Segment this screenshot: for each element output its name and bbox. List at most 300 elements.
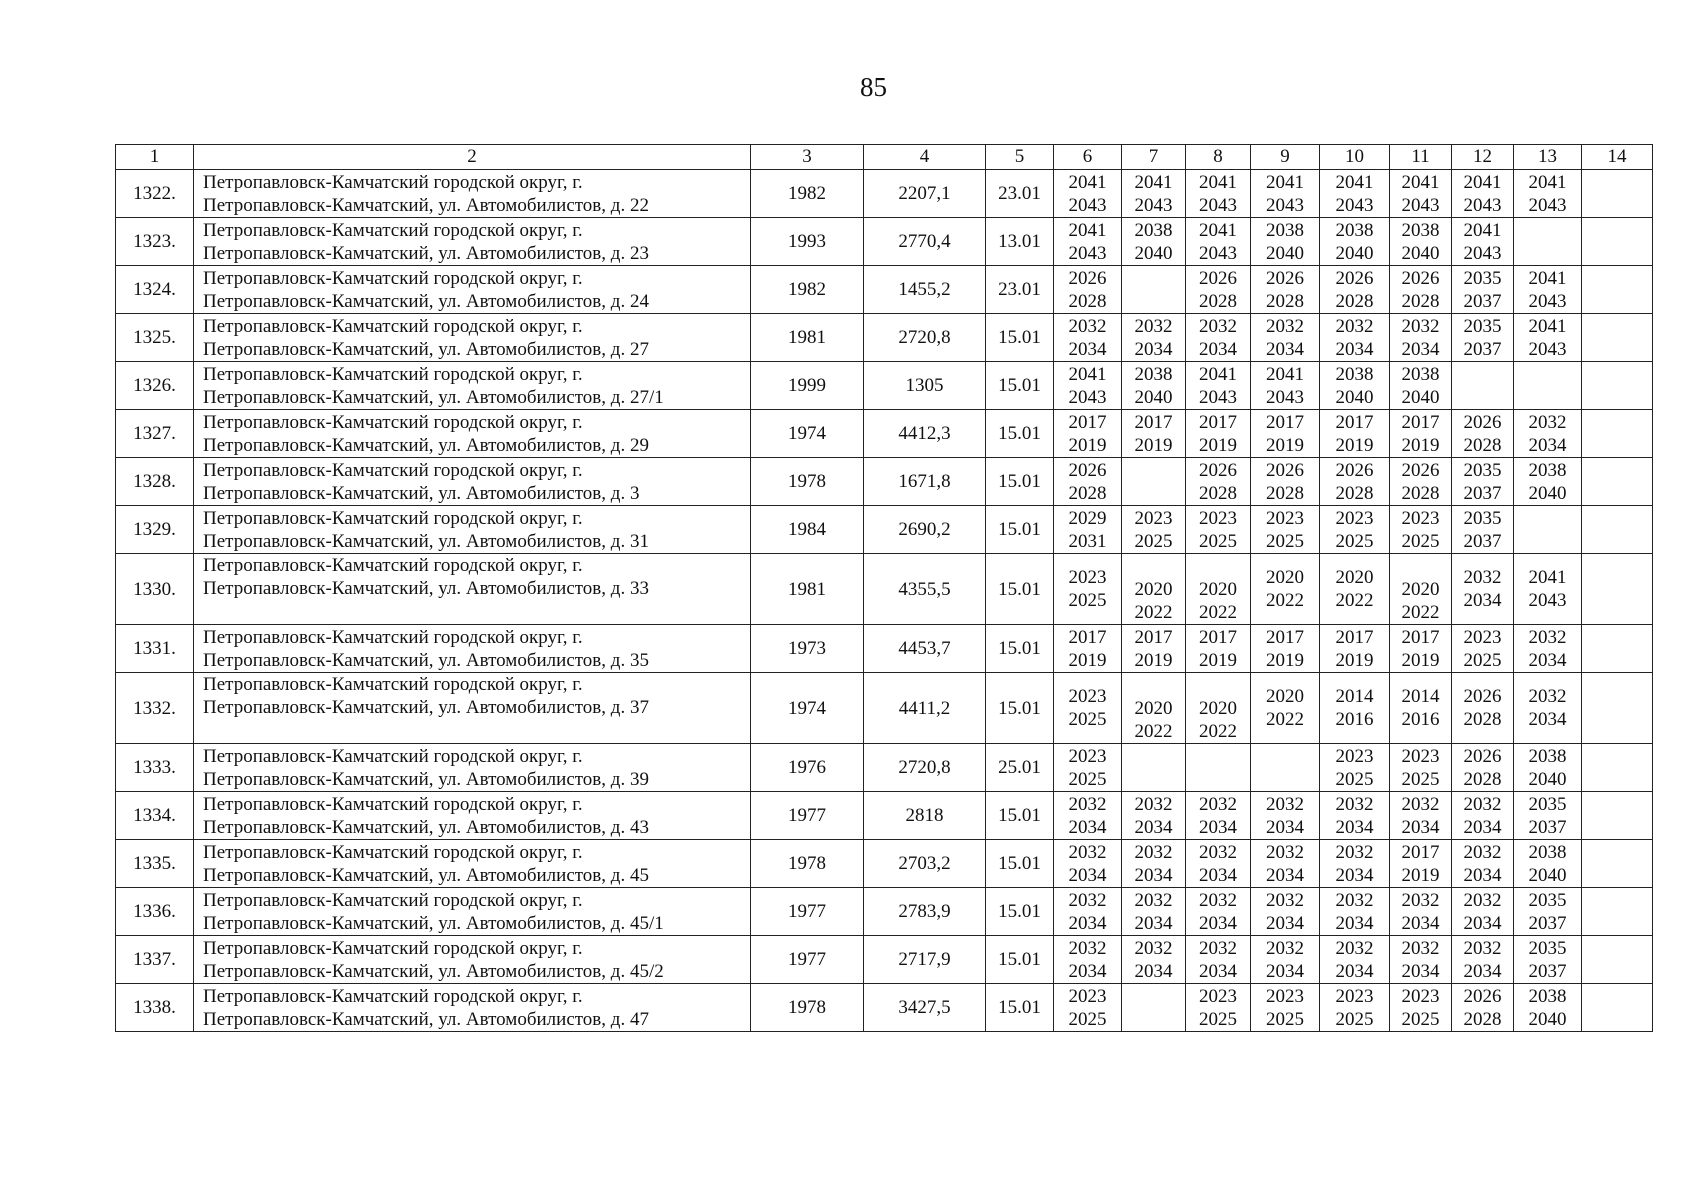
row-number: 1326. bbox=[116, 362, 194, 410]
total-area: 1455,2 bbox=[864, 266, 986, 314]
column-number-11: 11 bbox=[1390, 145, 1452, 170]
total-area: 2717,9 bbox=[864, 936, 986, 984]
period-cell bbox=[1251, 936, 1320, 984]
period-cell bbox=[1122, 792, 1186, 840]
period-cell bbox=[1054, 506, 1122, 554]
period-cell bbox=[1514, 458, 1582, 506]
period-start-year: 2041 bbox=[1199, 219, 1237, 241]
period-cell bbox=[1251, 792, 1320, 840]
address-line-1: Петропавловск-Камчатский городской округ, г. bbox=[203, 793, 583, 815]
period-end-year: 2043 bbox=[1266, 194, 1304, 216]
period-start-year: 2023 bbox=[1068, 567, 1107, 588]
period-end-year: 2040 bbox=[1401, 386, 1440, 408]
period-cell bbox=[1251, 625, 1320, 673]
period-start-year: 2035 bbox=[1463, 267, 1502, 289]
period-cell bbox=[1186, 936, 1251, 984]
period-end-year: 2025 bbox=[1463, 649, 1502, 671]
period-cell bbox=[1514, 218, 1582, 266]
period-cell bbox=[1186, 266, 1251, 314]
period-start-year: 2032 bbox=[1528, 626, 1567, 648]
period-cell bbox=[1054, 410, 1122, 458]
period-cell bbox=[1514, 266, 1582, 314]
period-end-year: 2025 bbox=[1199, 530, 1237, 552]
period-end-year: 2037 bbox=[1528, 912, 1567, 934]
period-end-year: 2034 bbox=[1199, 960, 1237, 982]
address-line-2: Петропавловск-Камчатский, ул. Автомобилистов, д. 27/1 bbox=[203, 386, 664, 408]
period-start-year: 2017 bbox=[1401, 841, 1440, 863]
address-cell bbox=[194, 218, 751, 266]
period-start-year: 2032 bbox=[1068, 315, 1107, 337]
period-cell bbox=[1054, 458, 1122, 506]
period-end-year: 2040 bbox=[1335, 242, 1374, 264]
build-year: 1981 bbox=[751, 554, 864, 625]
period-start-year: 2032 bbox=[1335, 889, 1374, 911]
period-start-year: 2032 bbox=[1134, 841, 1173, 863]
address-line-2: Петропавловск-Камчатский, ул. Автомобилистов, д. 35 bbox=[203, 649, 649, 671]
period-start-year: 2020 bbox=[1335, 567, 1374, 588]
period-end-year: 2040 bbox=[1528, 864, 1567, 886]
period-cell bbox=[1186, 170, 1251, 218]
period-end-year: 2034 bbox=[1199, 912, 1237, 934]
period-cell bbox=[1452, 410, 1514, 458]
period-start-year: 2032 bbox=[1401, 937, 1440, 959]
period-cell bbox=[1320, 554, 1390, 625]
period-cell bbox=[1320, 410, 1390, 458]
build-year: 1984 bbox=[751, 506, 864, 554]
period-start-year: 2017 bbox=[1266, 626, 1304, 648]
total-area: 2770,4 bbox=[864, 218, 986, 266]
period-end-year: 2025 bbox=[1401, 768, 1440, 790]
row-number: 1324. bbox=[116, 266, 194, 314]
column-number-9: 9 bbox=[1251, 145, 1320, 170]
address-line-1: Петропавловск-Камчатский городской округ, г. bbox=[203, 674, 583, 695]
period-start-year: 2032 bbox=[1463, 567, 1502, 588]
column-number-1: 1 bbox=[116, 145, 194, 170]
period-cell bbox=[1122, 314, 1186, 362]
period-end-year: 2034 bbox=[1134, 816, 1173, 838]
row-number: 1322. bbox=[116, 170, 194, 218]
period-cell bbox=[1186, 744, 1251, 792]
table-row bbox=[116, 888, 1653, 936]
period-end-year: 2028 bbox=[1266, 290, 1304, 312]
address-line-1: Петропавловск-Камчатский городской округ, г. bbox=[203, 363, 583, 385]
address-cell bbox=[194, 792, 751, 840]
period-start-year: 2020 bbox=[1266, 686, 1304, 707]
period-cell bbox=[1320, 888, 1390, 936]
period-end-year: 2034 bbox=[1335, 912, 1374, 934]
build-year: 1999 bbox=[751, 362, 864, 410]
type-code: 15.01 bbox=[986, 673, 1054, 744]
type-code: 15.01 bbox=[986, 625, 1054, 673]
period-end-year: 2028 bbox=[1199, 290, 1237, 312]
period-end-year: 2019 bbox=[1199, 649, 1237, 671]
period-end-year: 2034 bbox=[1199, 338, 1237, 360]
address-line-1: Петропавловск-Камчатский городской округ, г. bbox=[203, 555, 583, 576]
period-start-year: 2017 bbox=[1199, 411, 1237, 433]
period-start-year: 2032 bbox=[1401, 889, 1440, 911]
period-cell bbox=[1452, 362, 1514, 410]
period-end-year: 2043 bbox=[1463, 194, 1502, 216]
period-end-year: 2025 bbox=[1266, 530, 1304, 552]
period-end-year: 2034 bbox=[1335, 960, 1374, 982]
period-cell bbox=[1320, 625, 1390, 673]
period-end-year: 2019 bbox=[1401, 434, 1440, 456]
build-year: 1982 bbox=[751, 170, 864, 218]
address-line-1: Петропавловск-Камчатский городской округ, г. bbox=[203, 507, 583, 529]
period-start-year: 2023 bbox=[1401, 507, 1440, 529]
address-line-2: Петропавловск-Камчатский, ул. Автомобилистов, д. 24 bbox=[203, 290, 649, 312]
address-cell bbox=[194, 266, 751, 314]
period-end-year: 2028 bbox=[1266, 482, 1304, 504]
period-start-year: 2035 bbox=[1463, 459, 1502, 481]
period-cell bbox=[1054, 554, 1122, 625]
column-number-10: 10 bbox=[1320, 145, 1390, 170]
period-end-year: 2037 bbox=[1528, 816, 1567, 838]
period-end-year: 2034 bbox=[1068, 338, 1107, 360]
row-number: 1325. bbox=[116, 314, 194, 362]
period-start-year: 2026 bbox=[1463, 985, 1502, 1007]
period-cell bbox=[1320, 673, 1390, 744]
period-end-year: 2043 bbox=[1266, 386, 1304, 408]
type-code: 23.01 bbox=[986, 266, 1054, 314]
period-start-year: 2038 bbox=[1401, 363, 1440, 385]
period-cell bbox=[1390, 218, 1452, 266]
period-start-year: 2032 bbox=[1335, 937, 1374, 959]
period-cell bbox=[1582, 744, 1653, 792]
period-end-year: 2034 bbox=[1401, 912, 1440, 934]
period-cell bbox=[1122, 744, 1186, 792]
address-line-2: Петропавловск-Камчатский, ул. Автомобилистов, д. 39 bbox=[203, 768, 649, 790]
type-code: 15.01 bbox=[986, 314, 1054, 362]
type-code: 15.01 bbox=[986, 888, 1054, 936]
period-start-year: 2041 bbox=[1068, 363, 1107, 385]
address-line-1: Петропавловск-Камчатский городской округ, г. bbox=[203, 985, 583, 1007]
register-table bbox=[115, 144, 1653, 1032]
period-start-year: 2032 bbox=[1528, 411, 1567, 433]
period-end-year: 2028 bbox=[1401, 290, 1440, 312]
period-cell bbox=[1582, 410, 1653, 458]
address-cell bbox=[194, 625, 751, 673]
address-cell bbox=[194, 410, 751, 458]
period-cell bbox=[1122, 362, 1186, 410]
table-row bbox=[116, 554, 1653, 625]
period-end-year: 2034 bbox=[1528, 709, 1567, 730]
table-row bbox=[116, 506, 1653, 554]
period-start-year: 2017 bbox=[1134, 411, 1173, 433]
period-cell bbox=[1390, 840, 1452, 888]
period-cell bbox=[1122, 506, 1186, 554]
table-row bbox=[116, 936, 1653, 984]
period-start-year: 2026 bbox=[1463, 745, 1502, 767]
period-cell bbox=[1514, 792, 1582, 840]
build-year: 1973 bbox=[751, 625, 864, 673]
period-start-year: 2023 bbox=[1199, 985, 1237, 1007]
period-cell bbox=[1251, 266, 1320, 314]
total-area: 2818 bbox=[864, 792, 986, 840]
period-cell bbox=[1514, 554, 1582, 625]
period-cell bbox=[1251, 314, 1320, 362]
period-end-year: 2019 bbox=[1401, 649, 1440, 671]
period-end-year: 2025 bbox=[1266, 1008, 1304, 1030]
type-code: 15.01 bbox=[986, 410, 1054, 458]
address-cell bbox=[194, 744, 751, 792]
period-end-year: 2016 bbox=[1335, 709, 1374, 730]
address-cell bbox=[194, 314, 751, 362]
period-start-year: 2026 bbox=[1266, 267, 1304, 289]
period-cell bbox=[1186, 314, 1251, 362]
period-start-year: 2023 bbox=[1134, 507, 1173, 529]
period-end-year: 2034 bbox=[1463, 816, 1502, 838]
period-start-year: 2041 bbox=[1266, 171, 1304, 193]
build-year: 1977 bbox=[751, 888, 864, 936]
period-end-year: 2043 bbox=[1068, 386, 1107, 408]
period-cell bbox=[1452, 840, 1514, 888]
period-cell bbox=[1122, 673, 1186, 744]
column-number-8: 8 bbox=[1186, 145, 1251, 170]
period-end-year: 2037 bbox=[1463, 482, 1502, 504]
period-start-year: 2035 bbox=[1528, 889, 1567, 911]
period-end-year: 2019 bbox=[1266, 649, 1304, 671]
period-cell bbox=[1452, 673, 1514, 744]
period-end-year: 2040 bbox=[1266, 242, 1304, 264]
build-year: 1976 bbox=[751, 744, 864, 792]
period-start-year: 2032 bbox=[1335, 793, 1374, 815]
address-line-2: Петропавловск-Камчатский, ул. Автомобилистов, д. 31 bbox=[203, 530, 649, 552]
period-start-year: 2032 bbox=[1068, 937, 1107, 959]
address-line-1: Петропавловск-Камчатский городской округ, г. bbox=[203, 745, 583, 767]
period-end-year: 2040 bbox=[1134, 242, 1173, 264]
period-cell bbox=[1054, 792, 1122, 840]
period-start-year: 2041 bbox=[1068, 219, 1107, 241]
period-start-year: 2032 bbox=[1401, 793, 1440, 815]
address-line-2: Петропавловск-Камчатский, ул. Автомобилистов, д. 29 bbox=[203, 434, 649, 456]
period-cell bbox=[1514, 362, 1582, 410]
period-start-year: 2014 bbox=[1335, 686, 1374, 707]
period-end-year: 2043 bbox=[1068, 194, 1107, 216]
address-cell bbox=[194, 458, 751, 506]
address-line-2: Петропавловск-Камчатский, ул. Автомобилистов, д. 47 bbox=[203, 1008, 649, 1030]
period-cell bbox=[1514, 506, 1582, 554]
total-area: 2783,9 bbox=[864, 888, 986, 936]
period-cell bbox=[1251, 984, 1320, 1032]
period-cell bbox=[1320, 314, 1390, 362]
period-cell bbox=[1122, 458, 1186, 506]
period-cell bbox=[1186, 410, 1251, 458]
period-start-year: 2041 bbox=[1199, 171, 1237, 193]
type-code: 25.01 bbox=[986, 744, 1054, 792]
period-end-year: 2025 bbox=[1401, 1008, 1440, 1030]
period-start-year: 2041 bbox=[1199, 363, 1237, 385]
period-end-year: 2043 bbox=[1068, 242, 1107, 264]
period-cell bbox=[1390, 266, 1452, 314]
period-start-year: 2032 bbox=[1463, 937, 1502, 959]
period-end-year: 2028 bbox=[1199, 482, 1237, 504]
period-start-year: 2023 bbox=[1463, 626, 1502, 648]
period-cell bbox=[1122, 218, 1186, 266]
period-end-year: 2025 bbox=[1068, 768, 1107, 790]
period-cell bbox=[1582, 170, 1653, 218]
period-end-year: 2025 bbox=[1335, 530, 1374, 552]
type-code: 15.01 bbox=[986, 792, 1054, 840]
total-area: 4412,3 bbox=[864, 410, 986, 458]
period-start-year: 2038 bbox=[1134, 219, 1173, 241]
page-number: 85 bbox=[860, 72, 887, 102]
period-start-year: 2032 bbox=[1199, 793, 1237, 815]
period-cell bbox=[1186, 888, 1251, 936]
period-cell bbox=[1054, 625, 1122, 673]
period-end-year: 2019 bbox=[1134, 434, 1173, 456]
period-cell bbox=[1582, 936, 1653, 984]
build-year: 1981 bbox=[751, 314, 864, 362]
period-end-year: 2019 bbox=[1266, 434, 1304, 456]
period-cell bbox=[1186, 792, 1251, 840]
period-end-year: 2019 bbox=[1068, 649, 1107, 671]
period-start-year: 2041 bbox=[1463, 171, 1502, 193]
period-cell bbox=[1122, 554, 1186, 625]
period-end-year: 2022 bbox=[1134, 602, 1173, 623]
period-cell bbox=[1186, 362, 1251, 410]
period-cell bbox=[1251, 554, 1320, 625]
build-year: 1974 bbox=[751, 410, 864, 458]
table-row bbox=[116, 218, 1653, 266]
period-start-year: 2032 bbox=[1463, 793, 1502, 815]
period-cell bbox=[1514, 673, 1582, 744]
address-line-1: Петропавловск-Камчатский городской округ, г. bbox=[203, 267, 583, 289]
build-year: 1978 bbox=[751, 458, 864, 506]
table-row bbox=[116, 744, 1653, 792]
build-year: 1993 bbox=[751, 218, 864, 266]
period-cell bbox=[1582, 218, 1653, 266]
period-cell bbox=[1054, 888, 1122, 936]
period-cell bbox=[1251, 458, 1320, 506]
period-start-year: 2041 bbox=[1528, 171, 1567, 193]
period-end-year: 2034 bbox=[1401, 960, 1440, 982]
period-cell bbox=[1320, 170, 1390, 218]
period-end-year: 2022 bbox=[1266, 709, 1304, 730]
period-start-year: 2020 bbox=[1401, 579, 1440, 600]
table-row bbox=[116, 170, 1653, 218]
period-start-year: 2023 bbox=[1068, 985, 1107, 1007]
period-end-year: 2034 bbox=[1199, 864, 1237, 886]
period-cell bbox=[1452, 936, 1514, 984]
period-cell bbox=[1054, 984, 1122, 1032]
period-start-year: 2041 bbox=[1134, 171, 1173, 193]
period-start-year: 2026 bbox=[1463, 686, 1502, 707]
address-cell bbox=[194, 506, 751, 554]
period-start-year: 2023 bbox=[1401, 985, 1440, 1007]
period-cell bbox=[1514, 984, 1582, 1032]
address-cell bbox=[194, 984, 751, 1032]
address-line-2: Петропавловск-Камчатский, ул. Автомобилистов, д. 43 bbox=[203, 816, 649, 838]
row-number: 1335. bbox=[116, 840, 194, 888]
period-start-year: 2026 bbox=[1401, 267, 1440, 289]
period-cell bbox=[1320, 506, 1390, 554]
period-start-year: 2017 bbox=[1068, 626, 1107, 648]
period-end-year: 2025 bbox=[1335, 768, 1374, 790]
period-end-year: 2043 bbox=[1528, 290, 1567, 312]
table-row bbox=[116, 362, 1653, 410]
address-cell bbox=[194, 673, 751, 744]
total-area: 1671,8 bbox=[864, 458, 986, 506]
period-start-year: 2041 bbox=[1528, 567, 1567, 588]
period-cell bbox=[1452, 888, 1514, 936]
column-number-6: 6 bbox=[1054, 145, 1122, 170]
period-start-year: 2026 bbox=[1335, 267, 1374, 289]
address-line-1: Петропавловск-Камчатский городской округ, г. bbox=[203, 171, 583, 193]
period-cell bbox=[1122, 840, 1186, 888]
period-start-year: 2032 bbox=[1134, 793, 1173, 815]
period-cell bbox=[1582, 888, 1653, 936]
period-start-year: 2023 bbox=[1401, 745, 1440, 767]
column-number-13: 13 bbox=[1514, 145, 1582, 170]
address-line-1: Петропавловск-Камчатский городской округ, г. bbox=[203, 937, 583, 959]
period-cell bbox=[1122, 888, 1186, 936]
period-cell bbox=[1514, 840, 1582, 888]
period-start-year: 2014 bbox=[1401, 686, 1440, 707]
row-number: 1327. bbox=[116, 410, 194, 458]
period-end-year: 2037 bbox=[1463, 338, 1502, 360]
period-start-year: 2023 bbox=[1068, 745, 1107, 767]
period-cell bbox=[1186, 506, 1251, 554]
period-cell bbox=[1514, 410, 1582, 458]
period-cell bbox=[1514, 936, 1582, 984]
row-number: 1334. bbox=[116, 792, 194, 840]
period-cell bbox=[1452, 458, 1514, 506]
period-start-year: 2041 bbox=[1528, 315, 1567, 337]
period-start-year: 2017 bbox=[1335, 626, 1374, 648]
period-start-year: 2032 bbox=[1134, 937, 1173, 959]
period-end-year: 2028 bbox=[1401, 482, 1440, 504]
period-start-year: 2038 bbox=[1266, 219, 1304, 241]
table-row bbox=[116, 984, 1653, 1032]
period-start-year: 2032 bbox=[1335, 315, 1374, 337]
period-end-year: 2034 bbox=[1134, 864, 1173, 886]
period-start-year: 2026 bbox=[1199, 267, 1237, 289]
period-end-year: 2028 bbox=[1463, 768, 1502, 790]
period-start-year: 2032 bbox=[1463, 889, 1502, 911]
address-line-2: Петропавловск-Камчатский, ул. Автомобилистов, д. 37 bbox=[203, 697, 649, 718]
period-cell bbox=[1390, 625, 1452, 673]
period-start-year: 2032 bbox=[1266, 841, 1304, 863]
period-cell bbox=[1452, 625, 1514, 673]
row-number: 1323. bbox=[116, 218, 194, 266]
period-start-year: 2023 bbox=[1335, 507, 1374, 529]
period-cell bbox=[1122, 936, 1186, 984]
period-cell bbox=[1452, 314, 1514, 362]
period-end-year: 2034 bbox=[1463, 912, 1502, 934]
period-end-year: 2043 bbox=[1528, 194, 1567, 216]
period-end-year: 2040 bbox=[1528, 768, 1567, 790]
period-cell bbox=[1514, 888, 1582, 936]
period-start-year: 2038 bbox=[1335, 363, 1374, 385]
period-cell bbox=[1582, 266, 1653, 314]
table-row bbox=[116, 673, 1653, 744]
period-cell bbox=[1390, 984, 1452, 1032]
period-start-year: 2032 bbox=[1199, 937, 1237, 959]
period-end-year: 2034 bbox=[1068, 816, 1107, 838]
period-cell bbox=[1320, 792, 1390, 840]
period-cell bbox=[1390, 362, 1452, 410]
period-cell bbox=[1186, 840, 1251, 888]
period-end-year: 2028 bbox=[1068, 482, 1107, 504]
address-line-2: Петропавловск-Камчатский, ул. Автомобилистов, д. 33 bbox=[203, 578, 649, 599]
period-cell bbox=[1452, 984, 1514, 1032]
row-number: 1329. bbox=[116, 506, 194, 554]
period-start-year: 2026 bbox=[1199, 459, 1237, 481]
period-end-year: 2028 bbox=[1463, 434, 1502, 456]
period-end-year: 2025 bbox=[1134, 530, 1173, 552]
period-cell bbox=[1452, 170, 1514, 218]
